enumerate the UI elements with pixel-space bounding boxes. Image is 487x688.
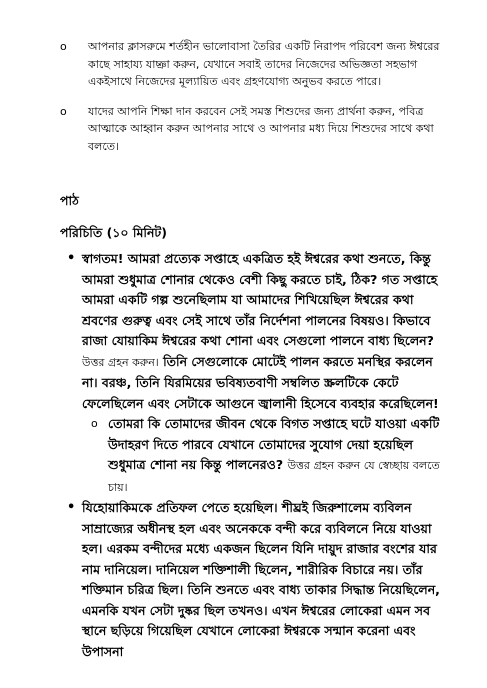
bullet-icon: • [67, 500, 76, 515]
section-title: পাঠ [60, 193, 79, 208]
bullet-icon: • [67, 251, 76, 266]
intro-text-1: আপনার ক্লাসরুমে শর্তহীন ভালোবাসা তৈরির একটি নিরাপদ পরিবেশ জন্য ঈশ্বরের কাছে সাহায্য যাচ্ঞা করুন, যেখানে সবাই তাদের নিজেদের অভিজ্ঞতা সহভাগ একইসাথে নিজেদের মূল্যায়িত এবং গ্রহণযোগ্য অনুভব করতে পারে। [88, 40, 440, 88]
sub-item-1-response: উত্তর গ্রহন করুন যে স্বেচ্ছায় বলতে চায়। [108, 459, 440, 494]
intro-marker-2: o [60, 104, 67, 118]
sub-list-item-1 [91, 414, 447, 498]
intro-item-1 [60, 38, 447, 91]
main-item-1-text: স্বাগতম! আমরা প্রত্যেক সপ্তাহে একত্রিত হই ঈশ্বরের কথা শুনতে, কিন্তু আমরা শুধুমাত্র শোনার থেকেও বেশী কিছু করতে চাই, ঠিক? গত সপ্তাহে আমরা একটি গল্প শুনেছিলাম যা আমাদের শিখিয়েছিল ঈশ্বরের কথা শ্রবণের গুরুত্ব এবং সেই সাথে তাঁর নির্দেশনা পালনের বিষয়ও। কিভাবে রাজা যোয়াকিম ঈশ্বরের কথা শোনা এবং সেগুলো পালনে বাধ্য ছিলেন? [82, 251, 438, 348]
main-item-1-response: উত্তর গ্রহন করুন। [82, 355, 159, 369]
sub-item-1-text: তোমরা কি তোমাদের জীবন থেকে বিগত সপ্তাহে ঘটে যাওয়া একটি উদাহরণ দিতে পারবে যেখানে তোমাদের সুযোগ দেয়া হয়েছিল শুধুমাত্র শোনা নয় কিন্তু পালনেরও? [108, 416, 440, 472]
main-list-item-2 [67, 498, 447, 662]
main-list-item-1 [67, 249, 447, 498]
section-subtitle: পরিচিতি (১০ মিনিট) [60, 225, 167, 240]
intro-marker-1: o [60, 40, 67, 53]
main-list [60, 249, 447, 662]
main-item-1-text-after: তিনি সেগুলোকে মোটেই পালন করতে মনস্থির করলেন না। বরঞ্চ, তিনি যিরমিয়ের ভবিষ্যতবাণী সম্বলিত স্ক্রলটিকে কেটে ফেলেছিলেন এবং সেটাকে আগুনে জ্বালানী হিসেবে ব্যবহার করেছিলেন! [82, 353, 439, 411]
sub-bullet-marker: o [91, 417, 98, 430]
intro-item-2 [60, 103, 447, 156]
intro-text-2: যাদের আপনি শিক্ষা দান করবেন সেই সমস্ত শিশুদের জন্য প্রার্থনা করুন, পবিত্র আত্মাকে আহ্বান করুন আপনার সাথে ও আপনার মধ্য দিয়ে শিশুদের সাথে কথা বলতে। [88, 104, 434, 153]
sub-list [82, 414, 447, 498]
main-item-2-text: যিহোয়াকিমকে প্রতিফল পেতে হয়েছিল। শীঘ্রই জিরুশালেম ব্যবিলন সাম্রাজ্যের অধীনস্থ হল এবং অনেককে বন্দী করে ব্যবিলনে নিয়ে যাওয়া হল। এরকম বন্দীদের মধ্যে একজন ছিলেন যিনি দায়ুদ রাজার বংশের যার নাম দানিয়েল। দানিয়েল শক্তিশালী ছিলেন, শারীরিক বিচারে নয়। তাঁর শক্তিমান চরিত্র ছিল। তিনি শুনতে এবং বাধ্য তাকার সিদ্ধান্ত নিয়েছিলেন, এমনকি যখন সেটা দুষ্কর ছিল তখনও। এখন ঈশ্বরের লোকেরা এমন সব স্থানে ছড়িয়ে গিয়েছিল যেখানে লোকেরা ঈশ্বরকে সন্মান করেনা এবং উপাসনা [82, 500, 440, 659]
